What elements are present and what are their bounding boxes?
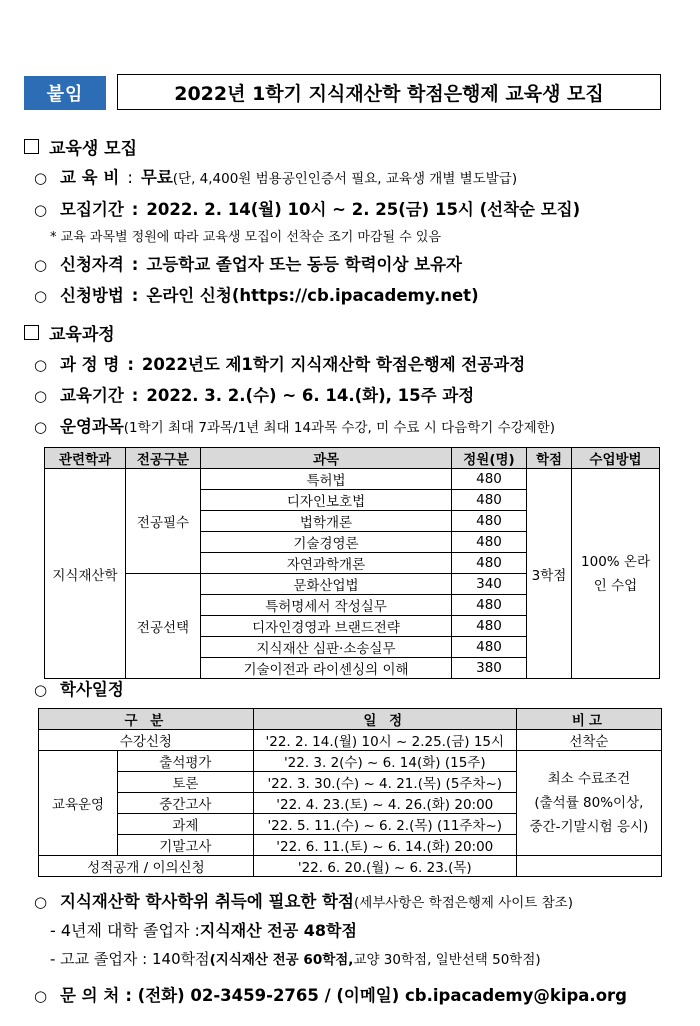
table-row	[39, 856, 662, 877]
section-recruitment-heading	[24, 134, 137, 159]
subject-cell: 자연과학개론	[201, 553, 452, 574]
high-credit-bold: (지식재산 전공 60학점,	[209, 952, 354, 968]
qualification-label: 신청자격	[60, 255, 124, 274]
col-header: 과목	[201, 448, 452, 469]
bullet-circle-icon: ○	[34, 287, 48, 305]
checkbox-square-icon	[24, 325, 39, 340]
capacity-cell: 480	[452, 553, 527, 574]
bullet-circle-icon: ○	[34, 893, 48, 911]
credits-heading-note: (세부사항은 학점은행제 사이트 참조)	[353, 895, 573, 911]
capacity-cell: 340	[452, 574, 527, 595]
edu-period-value: 2022. 3. 2.(수) ~ 6. 14.(화), 15주 과정	[146, 386, 475, 405]
capacity-cell: 480	[452, 490, 527, 511]
ops-date-cell: '22. 6. 11.(토) ~ 6. 14.(화) 20:00	[253, 835, 516, 856]
ops-date-cell: '22. 3. 2(수) ~ 6. 14(화) (15주)	[253, 751, 516, 772]
grade-label-cell: 성적공개 / 이의신청	[39, 856, 254, 877]
schedule-title: 학사일정	[60, 680, 124, 699]
ops-note-line: 최소 수료조건	[547, 771, 631, 787]
subject-cell: 지식재산 심판·소송실무	[201, 637, 452, 658]
attachment-badge: 붙임	[24, 76, 106, 110]
period-label: 모집기간	[60, 200, 124, 219]
univ-credit-value: 지식재산 전공 48학점	[199, 921, 357, 940]
edu-period-label: 교육기간	[60, 386, 124, 405]
apply-method-label: 신청방법	[60, 286, 124, 305]
subject-cell: 기술경영론	[201, 532, 452, 553]
fee-note: (단, 4,400원 범용공인인증서 필요, 교육생 개별 별도발급)	[172, 171, 518, 187]
subjects-label: 운영과목	[60, 417, 124, 436]
bullet-circle-icon: ○	[34, 387, 48, 405]
schedule-table	[38, 708, 662, 877]
apply-method-value[interactable]: 온라인 신청(https://cb.ipacademy.net)	[146, 286, 479, 305]
high-credit-line	[50, 948, 541, 969]
capacity-cell: 480	[452, 532, 527, 553]
subject-cell: 디자인경영과 브랜드전략	[201, 616, 452, 637]
high-credit-rest: 교양 30학점, 일반선택 50학점)	[353, 952, 541, 968]
bullet-circle-icon: ○	[34, 681, 48, 699]
bullet-circle-icon: ○	[34, 418, 48, 436]
grade-note-cell	[516, 856, 661, 877]
high-credit-label: - 고교 졸업자 : 140학점	[50, 950, 210, 968]
ops-note-cell	[516, 751, 661, 856]
period-value: 2022. 2. 14(월) 10시 ~ 2. 25(금) 15시 (선착순 모집)	[146, 200, 581, 219]
fee-line: ○ 교 육 비 : 무료 (단, 4,400원 범용공인인증서 필요, 교육생 개별 별도발급)	[34, 164, 517, 188]
method-cell: 100% 온라인 수업	[572, 469, 660, 679]
capacity-cell: 480	[452, 616, 527, 637]
subjects-note: (1학기 최대 7과목/1년 최대 14과목 수강, 미 수료 시 다음학기 수강제한)	[123, 420, 556, 436]
col-header: 정원(명)	[452, 448, 527, 469]
credits-heading-line	[34, 888, 573, 912]
edu-period-line: ○ 교육기간 : 2022. 3. 2.(수) ~ 6. 14.(화), 15주 과정	[34, 382, 474, 406]
contact-value[interactable]: : (전화) 02-3459-2765 / (이메일) cb.ipacademy@kipa.org	[125, 986, 627, 1005]
schedule-heading	[34, 676, 124, 700]
contact-label: 문 의 처	[60, 986, 120, 1005]
subject-cell: 디자인보호법	[201, 490, 452, 511]
apply-method-line: ○ 신청방법 : 온라인 신청(https://cb.ipacademy.net)	[34, 282, 479, 306]
bullet-circle-icon: ○	[34, 169, 48, 187]
col-header: 수업방법	[572, 448, 660, 469]
category-cell: 전공필수	[126, 469, 201, 574]
ops-note-line: (출석률 80%이상,	[534, 795, 644, 811]
univ-credit-label: - 4년제 대학 졸업자 :	[50, 921, 200, 940]
table-header-row	[39, 709, 662, 730]
bullet-circle-icon: ○	[34, 356, 48, 374]
subjects-line	[34, 413, 555, 437]
bullet-circle-icon: ○	[34, 256, 48, 274]
enroll-note-cell: 선착순	[516, 730, 661, 751]
col-header: 학점	[527, 448, 572, 469]
enroll-date-cell: '22. 2. 14.(월) 10시 ~ 2.25.(금) 15시	[253, 730, 516, 751]
category-cell: 전공선택	[126, 574, 201, 679]
checkbox-square-icon	[24, 139, 39, 154]
subject-cell: 특허명세서 작성실무	[201, 595, 452, 616]
capacity-cell: 380	[452, 658, 527, 679]
subject-cell: 특허법	[201, 469, 452, 490]
contact-line	[34, 982, 627, 1006]
fee-label: 교 육 비	[60, 168, 120, 187]
subject-cell: 문화산업법	[201, 574, 452, 595]
ops-item-cell: 기말고사	[118, 835, 254, 856]
ops-item-cell: 토론	[118, 772, 254, 793]
bullet-circle-icon: ○	[34, 201, 48, 219]
course-name-value: 2022년도 제1학기 지식재산학 학점은행제 전공과정	[141, 355, 526, 374]
capacity-cell: 480	[452, 637, 527, 658]
ops-label-cell: 교육운영	[39, 751, 118, 856]
bullet-circle-icon: ○	[34, 987, 48, 1005]
course-name-line: ○ 과 정 명 : 2022년도 제1학기 지식재산학 학점은행제 전공과정	[34, 351, 525, 375]
ops-note-line: 중간-기말시험 응시)	[529, 819, 649, 835]
ops-date-cell: '22. 3. 30.(수) ~ 4. 21.(목) (5주차~)	[253, 772, 516, 793]
capacity-cell: 480	[452, 469, 527, 490]
course-name-label: 과 정 명	[60, 355, 120, 374]
table-row	[45, 469, 660, 490]
section-title: 교육과정	[49, 325, 115, 345]
dept-cell: 지식재산학	[45, 469, 126, 679]
credit-cell: 3학점	[527, 469, 572, 679]
section-title: 교육생 모집	[49, 139, 138, 159]
table-row	[39, 751, 662, 772]
ops-item-cell: 출석평가	[118, 751, 254, 772]
qualification-line: ○ 신청자격 : 고등학교 졸업자 또는 동등 학력이상 보유자	[34, 251, 462, 275]
table-row	[39, 730, 662, 751]
course-table	[44, 447, 660, 679]
col-header: 전공구분	[126, 448, 201, 469]
ops-item-cell: 과제	[118, 814, 254, 835]
document-title: 2022년 1학기 지식재산학 학점은행제 교육생 모집	[117, 74, 661, 110]
ops-date-cell: '22. 5. 11.(수) ~ 6. 2.(목) (11주차~)	[253, 814, 516, 835]
capacity-cell: 480	[452, 511, 527, 532]
recruit-period-line: ○ 모집기간 : 2022. 2. 14(월) 10시 ~ 2. 25(금) 15시 (선착순 모집)	[34, 196, 580, 220]
credits-heading: 지식재산학 학사학위 취득에 필요한 학점	[60, 892, 354, 911]
col-header: 관련학과	[45, 448, 126, 469]
grade-date-cell: '22. 6. 20.(월) ~ 6. 23.(목)	[253, 856, 516, 877]
univ-credit-line	[50, 918, 357, 941]
enroll-label-cell: 수강신청	[39, 730, 254, 751]
table-header-row	[45, 448, 660, 469]
subject-cell: 기술이전과 라이센싱의 이해	[201, 658, 452, 679]
col-header: 일 정	[253, 709, 516, 730]
section-curriculum-heading	[24, 320, 115, 345]
ops-date-cell: '22. 4. 23.(토) ~ 4. 26.(화) 20:00	[253, 793, 516, 814]
ops-item-cell: 중간고사	[118, 793, 254, 814]
qualification-value: 고등학교 졸업자 또는 동등 학력이상 보유자	[146, 255, 462, 274]
period-note: * 교육 과목별 정원에 따라 교육생 모집이 선착순 조기 마감될 수 있음	[50, 230, 442, 245]
fee-value: 무료	[140, 168, 173, 187]
subject-cell: 법학개론	[201, 511, 452, 532]
capacity-cell: 480	[452, 595, 527, 616]
col-header: 비고	[516, 709, 661, 730]
col-header: 구 분	[39, 709, 254, 730]
